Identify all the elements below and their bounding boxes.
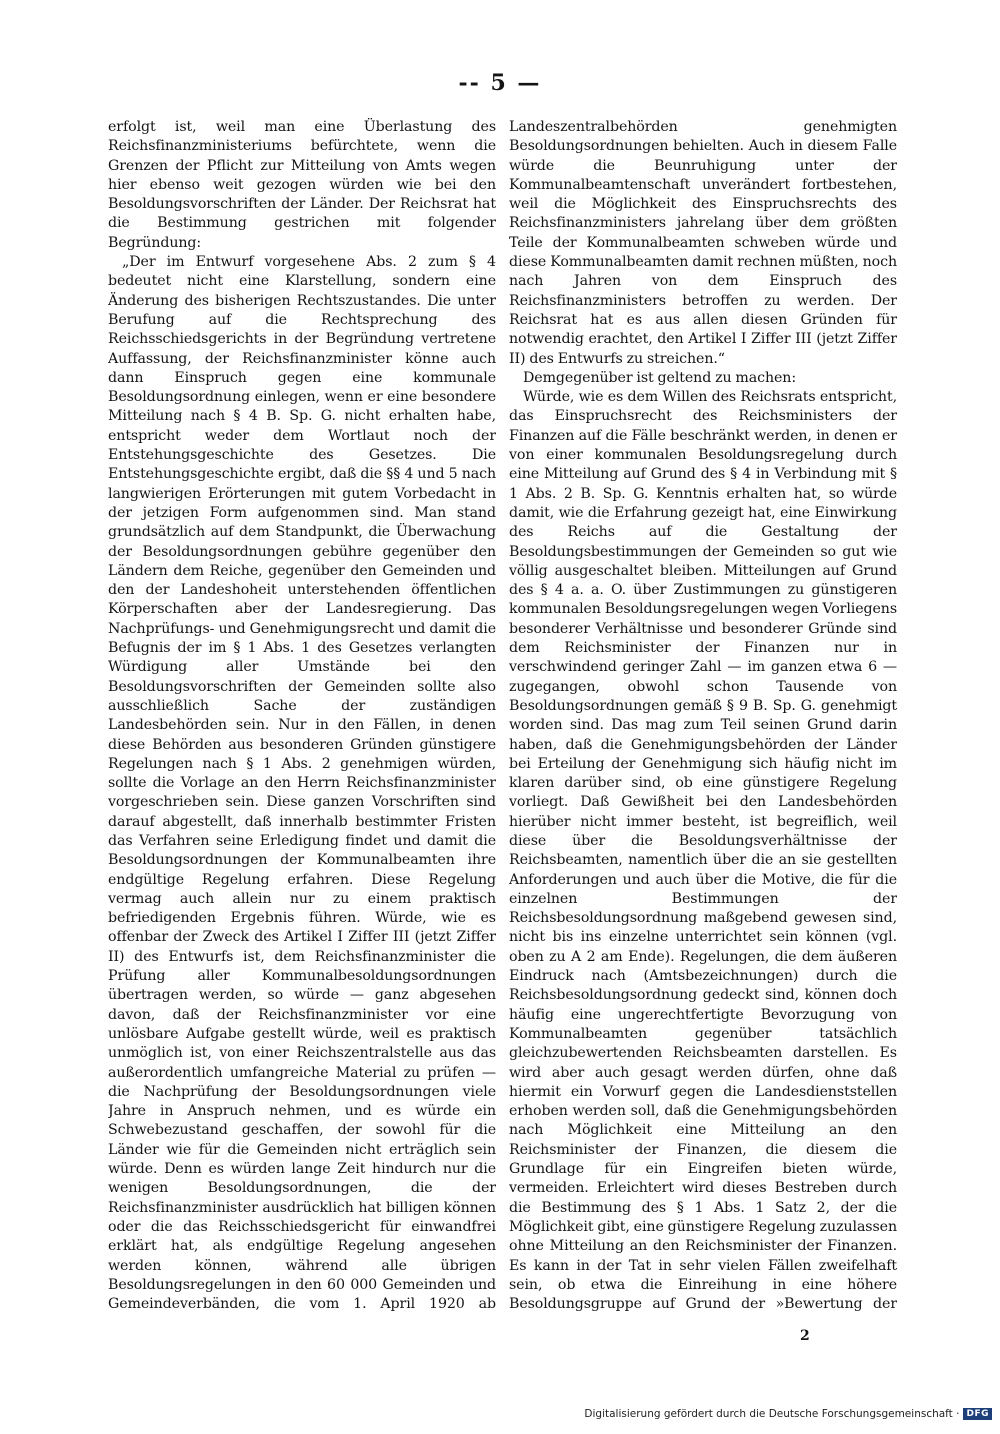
digitization-footer (584, 1408, 992, 1420)
right-paragraph-2: Demgegenüber ist geltend zu machen: (523, 369, 797, 386)
left-paragraph-1: erfolgt ist, weil man eine Überlastung des Reichsfinanzministeriums befürchtete, wenn die Grenzen der Pflicht zur Mitteilung von Amts wegen hier ebenso weit gezogen würden wie bei den Besoldungsvorschriften der Länder. Der Reichsrat hat die Bestimmung gestrichen mit folgender Begründung: (108, 119, 496, 251)
page-number-header: -- 5 — (458, 70, 542, 96)
signature-mark: 2 (800, 1328, 810, 1344)
left-text-column (108, 118, 496, 1314)
left-paragraph-2: „Der im Entwurf vorgesehene Abs. 2 zum § 4 bedeutet nicht eine Klarstellung, sondern eine Änderung des bisherigen Rechtszustandes. Die unter Berufung auf die Rechtsprechung des Reichsschiedsgerichts in der Begründung vertretene Auffassung, der Reichsfinanzminister könne auch dann Einspruch gegen eine kommunale Besoldungsordnung einlegen, wenn er eine besondere Mitteilung nach § 4 B. Sp. G. nicht erhalten habe, entspricht weder dem Wortlaut noch der Entstehungsgeschichte des Gesetzes. Die Entstehungsgeschichte ergibt, daß die §§ 4 und 5 nach langwierigen Erörterungen mit gutem Vorbedacht in der jetzigen Form aufgenommen sind. Man stand grundsätzlich auf dem Standpunkt, die Überwachung der Besoldungsordnungen gebühre gegenüber den Ländern dem Reiche, gegenüber den Gemeinden und den der Landeshoheit unterstehenden öffentlichen Körperschaften aber der Landesregierung. Das Nachprüfungs- und Genehmigungsrecht und damit die Befugnis der im § 1 Abs. 1 des Gesetzes verlangten Würdigung aller Umstände bei den Besoldungsvorschriften der Gemeinden sollte also ausschließlich Sache der zuständigen Landesbehörden sein. Nur in den Fällen, in denen diese Behörden aus besonderen Gründen günstigere Regelungen nach § 1 Abs. 2 genehmigen würden, sollte die Vorlage an den Herrn Reichsfinanzminister vorgeschrieben sein. Diese ganzen Vorschriften sind darauf abgestellt, daß innerhalb bestimmter Fristen das Verfahren seine Erledigung findet und damit die Besoldungsordnungen der Kommunalbeamten ihre endgültige Regelung erfahren. Diese Regelung vermag auch allein nur zu einem praktisch befriedigenden Ergebnis führen. Würde, wie es offenbar der Zweck des Artikel I Ziffer III (jetzt Ziffer II) des Entwurfs ist, dem Reichsfinanzminister die Prüfung aller Kommunalbesoldungsordnungen übertragen werden, so würde — ganz abgesehen davon, daß der Reichsfinanzminister vor eine unlösbare Aufgabe gestellt würde, weil es praktisch unmöglich ist, von einer Reichszentralstelle aus das außerordentlich umfangreiche Material zu prüfen — die Nachprüfung der Besoldungsordnungen viele Jahre in Anspruch nehmen, und es würde ein Schwebezustand geschaffen, der sowohl für die Länder wie für die Gemeinden nicht erträglich sein würde. Denn es würden lange Zeit hindurch nur die wenigen Besoldungsordnungen, die der Reichsfinanzminister ausdrücklich hat billigen können oder die das Reichsschiedsgericht für einwandfrei erklärt hat, als endgültige Regelung angesehen werden können, während alle übrigen Besoldungsregelungen in den 60 000 Gemeinden und Gemeindeverbänden, die vom 1. April 1920 ab (108, 254, 496, 1313)
dfg-logo-icon: DFG (963, 1408, 992, 1420)
footer-credit-text: Digitalisierung gefördert durch die Deutsche Forschungsgemeinschaft · (584, 1408, 960, 1420)
right-paragraph-3: Würde, wie es dem Willen des Reichsrats entspricht, das Einspruchsrecht des Reichsministers der Finanzen auf die Fälle beschränkt werden, in denen er von einer kommunalen Besoldungsregelung durch eine Mitteilung auf Grund des § 4 in Verbindung mit § 1 Abs. 2 B. Sp. G. Kenntnis erhalten hat, so würde damit, wie die Erfahrung gezeigt hat, eine Einwirkung des Reichs auf die Gestaltung der Besoldungsbestimmungen der Gemeinden so gut wie völlig ausgeschaltet bleiben. Mitteilungen auf Grund des § 4 a. a. O. über Zustimmungen zu günstigeren kommunalen Besoldungsregelungen wegen Vorliegens besonderer Verhältnisse und besonderer Gründe sind dem Reichsminister der Finanzen nur in verschwindend geringer Zahl — im ganzen etwa 6 — zugegangen, obwohl schon Tausende von Besoldungsordnungen gemäß § 9 B. Sp. G. genehmigt worden sind. Das mag zum Teil seinen Grund darin haben, daß die Genehmigungsbehörden der Länder bei Erteilung der Genehmigung sich häufig nicht im klaren darüber sind, ob eine günstigere Regelung vorliegt. Daß Gewißheit bei den Landesbehörden hierüber nicht immer besteht, ist begreiflich, weil diese über die Besoldungsverhältnisse der Reichsbeamten, namentlich über die an sie gestellten Anforderungen und auch über die Motive, die für die einzelnen Bestimmungen der Reichsbesoldungsordnung maßgebend gewesen sind, nicht bis ins einzelne unterrichtet sein können (vgl. oben zu A 2 am Ende). Regelungen, die dem äußeren Eindruck nach (Amtsbezeichnungen) durch die Reichsbesoldungsordnung gedeckt sind, können doch häufig eine ungerechtfertigte Bevorzugung von Kommunalbeamten gegenüber tatsächlich gleichzubewertenden Reichsbeamten darstellen. Es wird aber auch gesagt werden dürfen, ohne daß hiermit ein Vorwurf gegen die Landesdienststellen erhoben werden soll, daß die Genehmigungsbehörden nach Möglichkeit eine Mitteilung an den Reichsminister der Finanzen, die diesem die Grundlage für ein Eingreifen bieten würde, vermeiden. Erleichtert wird dieses Bestreben durch die Bestimmung des § 1 Abs. 1 Satz 2, der die Möglichkeit gibt, eine günstigere Regelung zuzulassen ohne Mitteilung an den Reichsminister der Finanzen. Es kann in der Tat in sehr vielen Fällen zweifelhaft sein, ob etwa die Einreihung in eine höhere Besoldungsgruppe auf Grund der »Bewertung der (509, 389, 897, 1313)
right-paragraph-1: Landeszentralbehörden genehmigten Besoldungsordnungen behielten. Auch in diesem Falle würde die Beunruhigung unter der Kommunalbeamtenschaft unverändert fortbestehen, weil die Möglichkeit des Einspruchsrechts des Reichsfinanzministers jahrelang über dem größten Teile der Kommunalbeamten schweben würde und diese Kommunalbeamten damit rechnen müßten, noch nach Jahren von dem Einspruch des Reichsfinanzministers betroffen zu werden. Der Reichsrat hat es aus allen diesen Gründen für notwendig erachtet, den Artikel I Ziffer III (jetzt Ziffer II) des Entwurfs zu streichen.“ (509, 119, 897, 367)
right-text-column (509, 118, 897, 1314)
